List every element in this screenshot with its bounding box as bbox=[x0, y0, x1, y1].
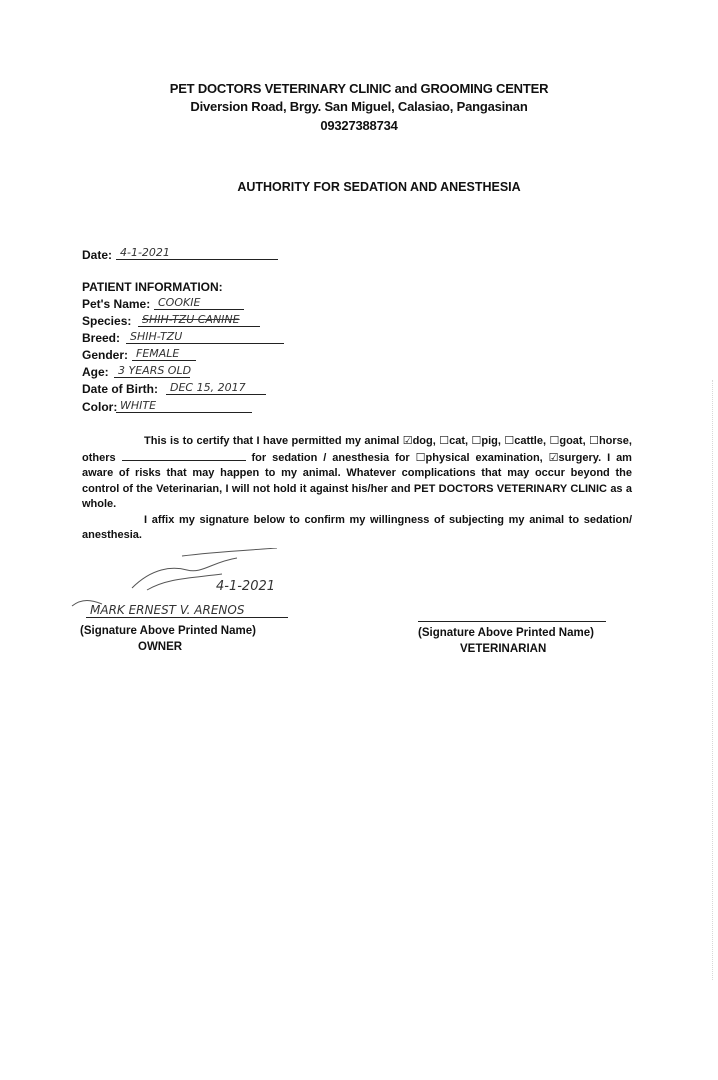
goat-checkbox[interactable]: ☐ bbox=[549, 435, 560, 447]
color-label: Color: bbox=[82, 400, 118, 414]
certification-paragraph bbox=[82, 434, 632, 544]
cattle-checkbox[interactable]: ☐ bbox=[504, 435, 515, 447]
breed-field[interactable]: SHIH-TZU bbox=[126, 330, 284, 344]
vet-role-label: VETERINARIAN bbox=[460, 643, 547, 655]
physical-exam-checkbox[interactable]: ☐ bbox=[415, 451, 426, 464]
cat-label: cat, bbox=[449, 435, 469, 447]
date-label: Date: bbox=[82, 248, 113, 262]
breed-label: Breed: bbox=[82, 331, 121, 345]
cat-checkbox[interactable]: ☐ bbox=[439, 435, 450, 447]
gender-label: Gender: bbox=[82, 348, 129, 362]
dog-label: dog, bbox=[412, 435, 436, 447]
dog-checkbox[interactable]: ☑ bbox=[402, 435, 413, 447]
owner-printed-name[interactable]: MARK ERNEST V. ARENOS bbox=[86, 604, 288, 618]
date-field[interactable]: 4-1-2021 bbox=[116, 246, 278, 260]
certification-intro: This is to certify that I have permitted my animal bbox=[144, 435, 400, 447]
risk-statement: I am aware of risks that may happen to my animal. Whatever complications that may occur beyond the control of the Veterinarian, I will not hold it against his/her and PET DOCTORS VETERINARY CLINIC as a whole. bbox=[82, 451, 632, 510]
clinic-address: Diversion Road, Brgy. San Miguel, Calasiao, Pangasinan bbox=[190, 99, 528, 114]
horse-checkbox[interactable]: ☐ bbox=[589, 435, 599, 447]
surgery-label: surgery. bbox=[558, 451, 602, 464]
pig-checkbox[interactable]: ☐ bbox=[471, 435, 482, 447]
physical-exam-label: physical examination, bbox=[425, 451, 543, 464]
species-label: Species: bbox=[82, 314, 132, 328]
form-title: AUTHORITY FOR SEDATION AND ANESTHESIA bbox=[237, 180, 521, 194]
affix-statement: I affix my signature below to confirm my willingness of subjecting my animal to sedation/ anesthesia. bbox=[82, 513, 632, 541]
surgery-checkbox[interactable]: ☑ bbox=[548, 451, 559, 464]
pet-name-label: Pet's Name: bbox=[82, 297, 151, 311]
dob-field[interactable]: DEC 15, 2017 bbox=[166, 381, 266, 395]
gender-field[interactable]: FEMALE bbox=[132, 347, 196, 361]
goat-label: goat, bbox=[559, 435, 586, 447]
patient-info-heading: PATIENT INFORMATION: bbox=[82, 280, 223, 294]
scan-edge-artifact bbox=[712, 380, 714, 980]
owner-role-label: OWNER bbox=[138, 641, 183, 653]
others-blank-field[interactable] bbox=[122, 450, 246, 461]
owner-signature-scribble bbox=[62, 548, 292, 608]
clinic-phone: 09327388734 bbox=[320, 118, 398, 133]
pig-label: pig, bbox=[481, 435, 501, 447]
species-field[interactable]: SHIH-TZU CANINE bbox=[138, 313, 260, 327]
vet-signature-caption: (Signature Above Printed Name) bbox=[418, 627, 594, 639]
cattle-label: cattle, bbox=[514, 435, 547, 447]
clinic-name: PET DOCTORS VETERINARY CLINIC and GROOMING CENTER bbox=[169, 81, 549, 96]
owner-signature-date: 4-1-2021 bbox=[216, 579, 276, 594]
age-field[interactable]: 3 YEARS OLD bbox=[114, 364, 190, 378]
color-field[interactable]: WHITE bbox=[116, 399, 252, 413]
age-label: Age: bbox=[82, 365, 109, 379]
owner-signature-caption: (Signature Above Printed Name) bbox=[80, 625, 256, 637]
pet-name-field[interactable]: COOKIE bbox=[154, 296, 244, 310]
dob-label: Date of Birth: bbox=[82, 382, 158, 396]
for-sedation-label: for sedation / anesthesia for bbox=[251, 451, 410, 464]
horse-others-label: horse, others bbox=[82, 435, 632, 464]
vet-signature-line[interactable] bbox=[418, 621, 606, 622]
